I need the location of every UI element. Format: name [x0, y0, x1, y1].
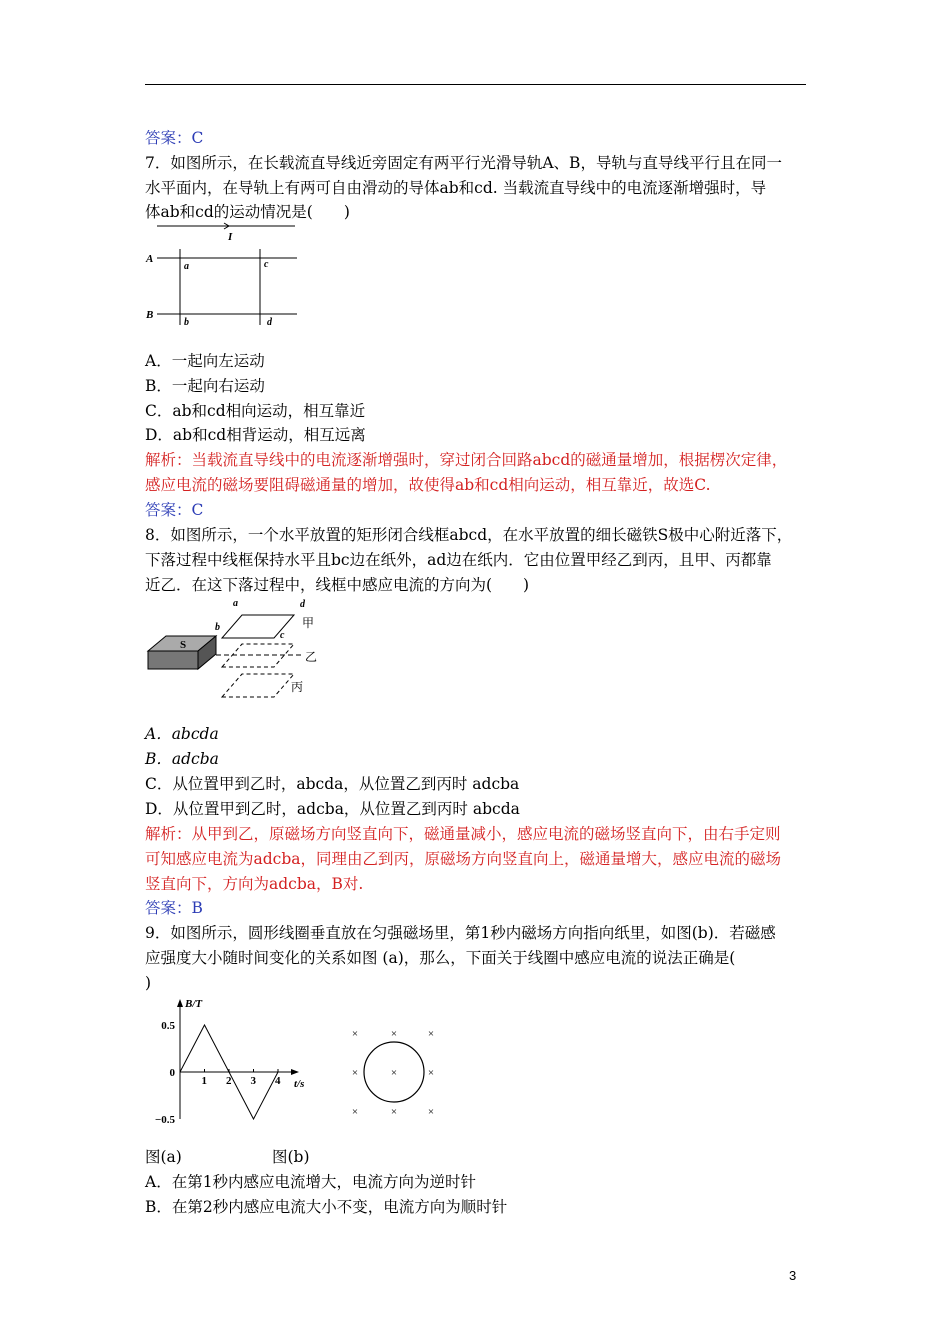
- x-tick-label-1: 1: [201, 1075, 207, 1087]
- q8-answer: 答案：B: [145, 899, 203, 917]
- q8-analysis-line1: 解析：从甲到乙，原磁场方向竖直向下，磁通量减小，感应电流的磁场竖直向下，由右手定则: [145, 825, 781, 843]
- q9-option-b: B．在第2秒内感应电流大小不变，电流方向为顺时针: [145, 1198, 508, 1216]
- q9-chart-a: [145, 995, 320, 1125]
- y-tick-label-2: −0.5: [154, 1114, 175, 1126]
- field-into-page-mark-2-1: ×: [390, 1106, 398, 1118]
- y-axis-label: B/T: [185, 998, 203, 1010]
- label-c: c: [280, 630, 285, 641]
- field-into-page-mark-1-0: ×: [351, 1067, 359, 1079]
- y-tick-label-1: 0: [169, 1067, 175, 1079]
- q7-analysis-line2: 感应电流的磁场要阻碍磁通量的增加，故使得ab和cd相向运动，相互靠近，故选C.: [145, 476, 711, 494]
- q7-option-a: A．一起向左运动: [145, 352, 265, 370]
- q9-caption-a: 图(a): [145, 1148, 182, 1166]
- q8-option-b: B．adcba: [145, 750, 219, 768]
- q9-figure-b: [345, 995, 445, 1125]
- q8-stem-line2: 下落过程中线框保持水平且bc边在纸外，ad边在纸内．它由位置甲经乙到丙，且甲、丙都靠: [145, 551, 772, 569]
- q7-analysis-line1: 解析：当载流直导线中的电流逐渐增强时，穿过闭合回路abcd的磁通量增加，根据楞次定律，: [145, 451, 788, 469]
- q8-figure: [145, 595, 325, 705]
- q7-stem-line3: 体ab和cd的运动情况是( ): [145, 203, 350, 221]
- magnet-front: [148, 651, 198, 669]
- current-label: I: [228, 231, 233, 243]
- label-A: A: [146, 253, 154, 265]
- frame-bing: [222, 674, 294, 697]
- header-rule: [145, 84, 806, 85]
- x-tick-label-3: 3: [250, 1075, 256, 1087]
- x-axis-label: t/s: [294, 1078, 305, 1090]
- page-number: 3: [789, 1268, 797, 1283]
- q8-option-c: C．从位置甲到乙时，abcda，从位置乙到丙时 adcba: [145, 775, 520, 793]
- x-tick-label-4: 4: [275, 1075, 281, 1087]
- field-into-page-mark-1-1: ×: [390, 1067, 398, 1079]
- field-into-page-mark-1-2: ×: [427, 1067, 435, 1079]
- q7-option-b: B．一起向右运动: [145, 377, 265, 395]
- x-tick-label-2: 2: [226, 1075, 232, 1087]
- field-into-page-mark-0-2: ×: [427, 1028, 435, 1040]
- label-a: a: [184, 261, 189, 272]
- label-b: b: [184, 317, 189, 328]
- q7-answer: 答案：C: [145, 501, 204, 519]
- q7-option-c: C．ab和cd相向运动，相互靠近: [145, 402, 366, 420]
- q8-analysis-line2: 可知感应电流为adcba，同理由乙到丙，原磁场方向竖直向上，磁通量增大，感应电流的磁场: [145, 850, 782, 868]
- q9-stem-line2: 应强度大小随时间变化的关系如图 (a)，那么，下面关于线圈中感应电流的说法正确是(: [145, 949, 736, 967]
- q8-stem-line3: 近乙．在这下落过程中，线框中感应电流的方向为( ): [145, 576, 530, 594]
- field-into-page-mark-2-0: ×: [351, 1106, 359, 1118]
- label-bing: 丙: [291, 680, 304, 694]
- q9-caption-b: 图(b): [272, 1148, 310, 1166]
- label-a: a: [233, 598, 238, 609]
- q7-figure: [140, 222, 310, 332]
- label-jia: 甲: [302, 616, 315, 630]
- label-c: c: [264, 259, 269, 270]
- field-into-page-mark-0-1: ×: [390, 1028, 398, 1040]
- q8-option-a: A．abcda: [145, 725, 219, 743]
- q7-option-d: D．ab和cd相背运动，相互远离: [145, 426, 366, 444]
- q8-option-d: D．从位置甲到乙时，adcba，从位置乙到丙时 abcda: [145, 800, 520, 818]
- y-tick-label-0: 0.5: [161, 1020, 175, 1032]
- q9-stem-line1: 9．如图所示，圆形线圈垂直放在匀强磁场里，第1秒内磁场方向指向纸里，如图(b)．若磁感: [145, 924, 776, 942]
- q8-stem-line1: 8．如图所示，一个水平放置的矩形闭合线框abcd，在水平放置的细长磁铁S极中心附近落下，: [145, 526, 793, 544]
- field-into-page-mark-0-0: ×: [351, 1028, 359, 1040]
- label-B: B: [146, 309, 154, 321]
- y-axis-arrowhead: [177, 999, 183, 1007]
- label-d: d: [267, 317, 272, 328]
- q6-answer: 答案：C: [145, 129, 204, 147]
- q9-option-a: A．在第1秒内感应电流增大，电流方向为逆时针: [145, 1173, 477, 1191]
- label-d: d: [300, 599, 305, 610]
- q7-stem-line1: 7．如图所示，在长载流直导线近旁固定有两平行光滑导轨A、B，导轨与直导线平行且在同一: [145, 154, 782, 172]
- q9-stem-line3: ): [145, 974, 152, 992]
- label-b: b: [215, 622, 220, 633]
- q8-analysis-line3: 竖直向下，方向为adcba，B对.: [145, 875, 364, 893]
- label-yi: 乙: [305, 650, 318, 664]
- x-axis-arrowhead: [291, 1069, 299, 1075]
- field-into-page-mark-2-2: ×: [427, 1106, 435, 1118]
- q7-stem-line2: 水平面内，在导轨上有两可自由滑动的导体ab和cd. 当载流直导线中的电流逐渐增强时，导: [145, 179, 767, 197]
- magnet-S-label: S: [179, 639, 187, 651]
